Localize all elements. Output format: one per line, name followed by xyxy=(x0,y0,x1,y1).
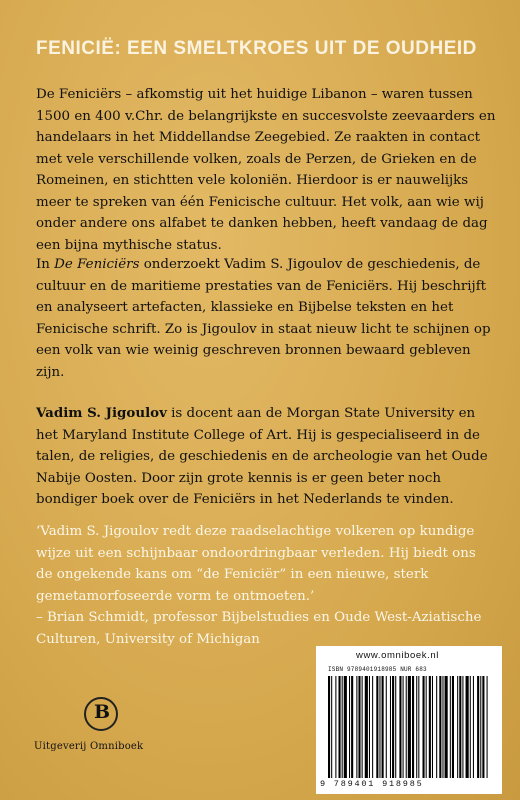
desc-lead: In xyxy=(36,257,55,272)
author-name: Vadim S. Jigoulov xyxy=(36,405,167,421)
barcode-digits: 9 789401 918985 xyxy=(320,779,424,789)
quote-text: ‘Vadim S. Jigoulov redt deze raadselachtige volkeren op kundige wijze uit een schijnbaar ondoordringbaar verleden. Hij biedt ons de ongekende kans om “de Feniciër” in een nieuwe, sterk gemetamorfoseerde vorm te ontmoeten.’ xyxy=(36,524,476,604)
publisher-logo-icon xyxy=(84,697,118,731)
review-quote xyxy=(36,521,496,650)
quote-attribution: – Brian Schmidt, professor Bijbelstudies en Oude West-Aziatische Culturen, University of Michigan xyxy=(36,610,482,647)
publisher-url: www.omniboek.nl xyxy=(356,650,439,661)
intro-paragraph: De Feniciërs – afkomstig uit het huidige Libanon – waren tussen 1500 en 400 v.Chr. de belangrijkste en succesvolste zeevaarders en handelaars in het Middellandse Zeegebied. Ze raakten in contact met vele verschillende volken, zoals de Perzen, de Grieken en de Romeinen, en stichtten vele koloniën. Hierdoor is er nauwelijks meer te spreken van één Fenicische cultuur. Het volk, aan wie wij onder andere ons alfabet te danken hebben, heeft vandaag de dag een bijna mythische status. xyxy=(36,87,496,253)
cover-title: FENICIË: EEN SMELTKROES UIT DE OUDHEID xyxy=(36,38,477,59)
barcode-panel xyxy=(316,646,502,794)
barcode-icon xyxy=(328,676,490,778)
desc-rest: onderzoekt Vadim S. Jigoulov de geschiedenis, de cultuur en de maritieme prestaties van de Feniciërs. Hij beschrijft en analyseert artefacten, klassieke en Bijbelse teksten en het Fenicische schrift. Zo is Jigoulov in staat nieuw licht te schijnen op een volk van wie weinig geschreven bronnen bewaard gebleven zijn. xyxy=(36,257,491,380)
author-bio-paragraph xyxy=(36,403,496,511)
author-bio-text: is docent aan de Morgan State University en het Maryland Institute College of Art. Hij is gespecialiseerd in de talen, de religies, de geschiedenis en de archeologie van het Oude Nabije Oosten. Door zijn grote kennis is er geen beter noch bondiger boek over de Feniciërs in het Nederlands te vinden. xyxy=(36,406,488,507)
publisher-logo-letter: B xyxy=(94,701,111,723)
book-description-paragraph xyxy=(36,254,496,383)
isbn-line: ISBN 9789401918985 NUR 683 xyxy=(328,666,427,673)
book-title-italic: De Feniciërs xyxy=(54,257,140,272)
publisher-name: Uitgeverij Omniboek xyxy=(34,741,144,752)
publisher-logo xyxy=(34,697,168,752)
